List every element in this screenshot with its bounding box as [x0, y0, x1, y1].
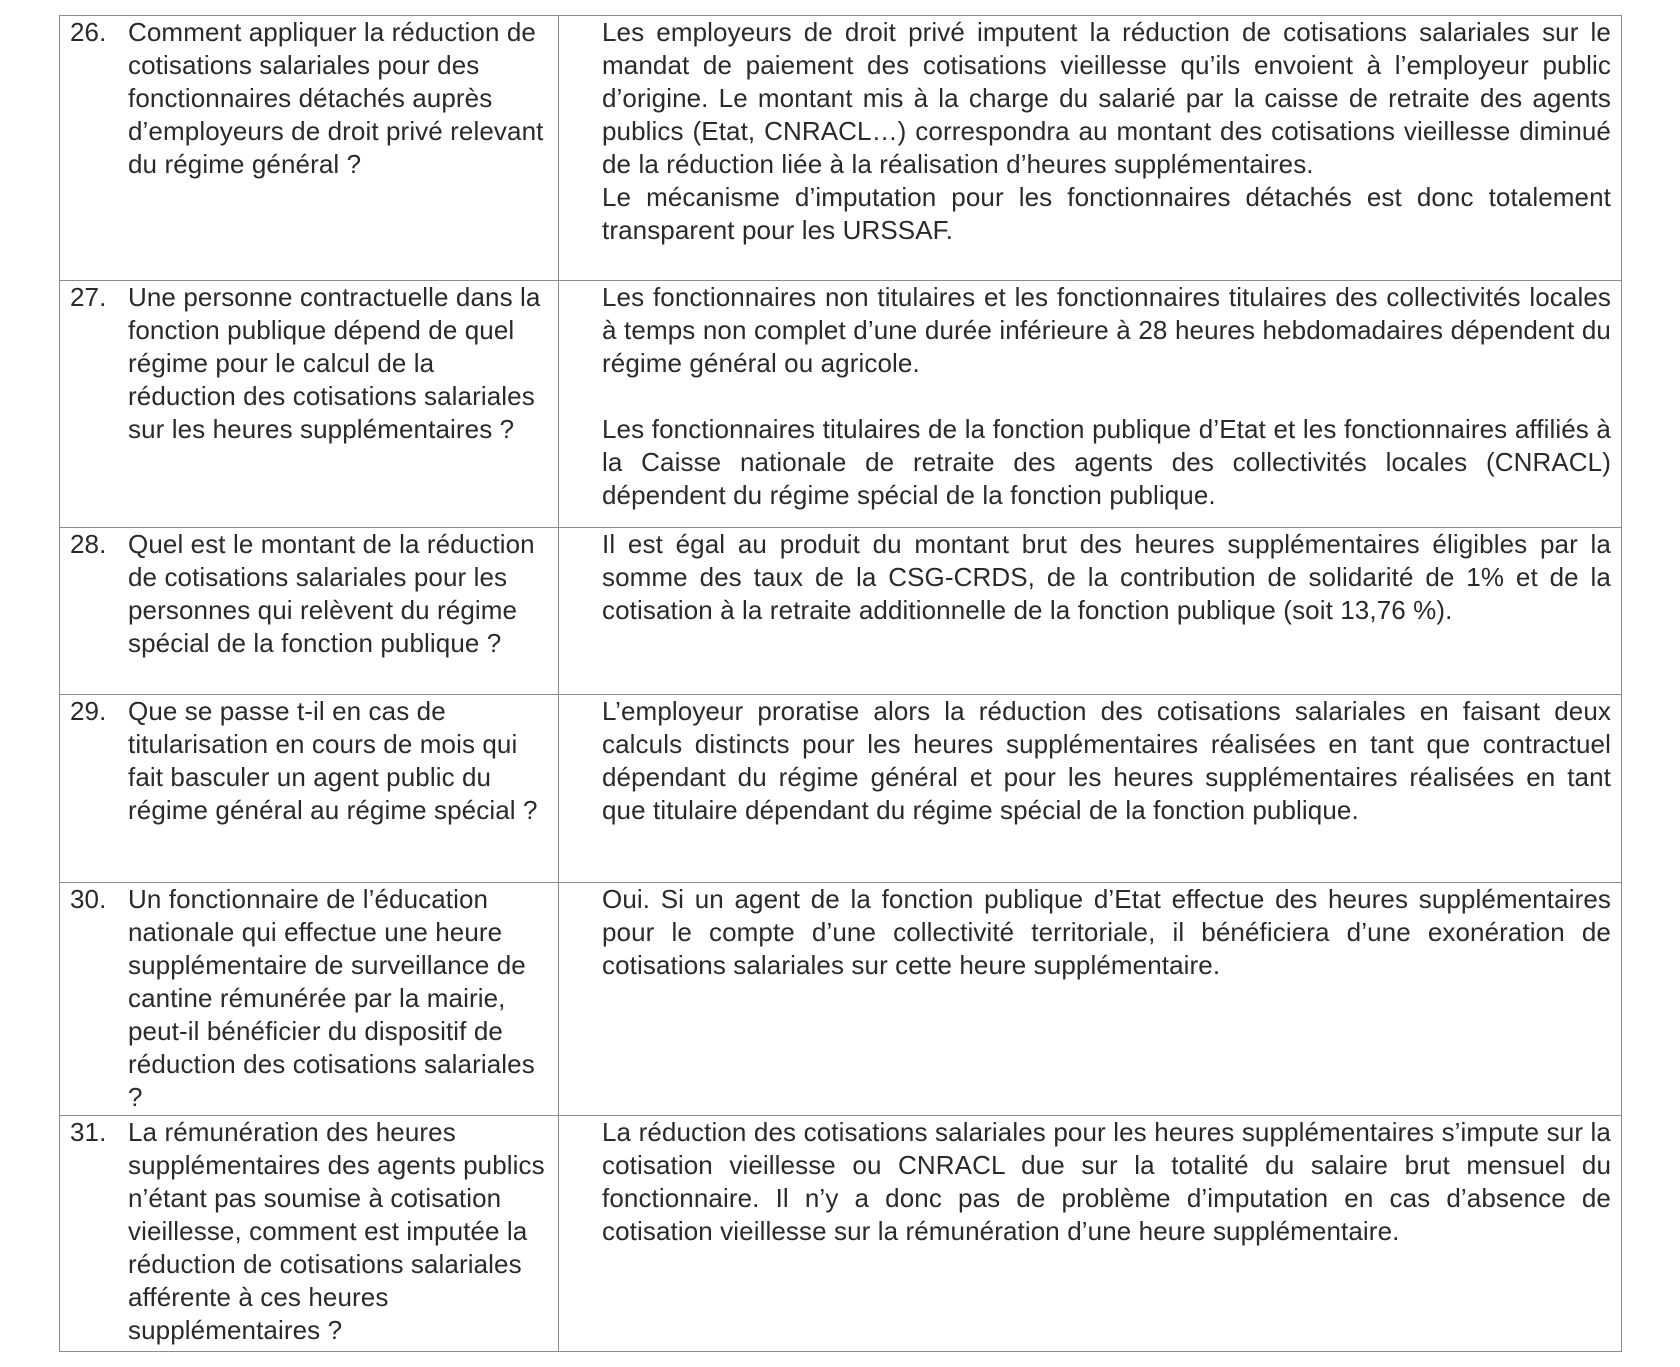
answer-paragraph: Oui. Si un agent de la fonction publique d’Etat effectue des heures supplémentaires pour le compte d’une collectivité territoriale, il bénéficiera d’une exonération de cotisations salariales sur cette heure supplémentaire. — [602, 884, 1611, 980]
faq-row-29 — [60, 695, 1622, 883]
faq-row-26 — [60, 16, 1622, 281]
answer-paragraph: L’employeur proratise alors la réduction des cotisations salariales en faisant deux calculs distincts pour les heures supplémentaires réalisées en tant que contractuel dépendant du régime général et pour les heures supplémentaires réalisées en tant que titulaire dépendant du régime spécial de la fonction publique. — [602, 696, 1611, 825]
answer-cell — [559, 16, 1622, 281]
faq-row-30 — [60, 883, 1622, 1116]
answer-paragraph: Les employeurs de droit privé imputent la réduction de cotisations salariales sur le mandat de paiement des cotisations vieillesse qu’ils envoient à l’employeur public d’origine. Le montant mis à la charge du salarié par la caisse de retraite des agents publics (Etat, CNRACL…) correspondra au montant des cotisations vieillesse diminué de la réduction liée à la réalisation d’heures supplémentaires. — [602, 17, 1611, 179]
answer-paragraph: Les fonctionnaires titulaires de la fonction publique d’Etat et les fonctionnaires affiliés à la Caisse nationale de retraite des agents des collectivités locales (CNRACL) dépendent du régime spécial de la fonction publique. — [602, 414, 1611, 510]
question-number: 27. — [70, 282, 107, 312]
question-text: Une personne contractuelle dans la fonction publique dépend de quel régime pour le calcul de la réduction des cotisations salariales sur les heures supplémentaires ? — [128, 282, 541, 444]
question-number: 29. — [70, 696, 107, 726]
answer-cell — [559, 281, 1622, 528]
question-text: Un fonctionnaire de l’éducation nationale qui effectue une heure supplémentaire de surveillance de cantine rémunérée par la mairie, peut-il bénéficier du dispositif de réduction des cotisations salariales ? — [128, 884, 535, 1112]
question-cell — [60, 16, 559, 281]
faq-table — [59, 15, 1622, 1352]
answer-paragraph: Le mécanisme d’imputation pour les fonctionnaires détachés est donc totalement transparent pour les URSSAF. — [602, 182, 1611, 245]
question-cell — [60, 883, 559, 1116]
question-number: 26. — [70, 17, 107, 47]
question-cell — [60, 281, 559, 528]
question-cell — [60, 528, 559, 695]
answer-cell — [559, 1116, 1622, 1352]
faq-row-27 — [60, 281, 1622, 528]
answer-paragraph: La réduction des cotisations salariales pour les heures supplémentaires s’impute sur la cotisation vieillesse ou CNRACL due sur la totalité du salaire brut mensuel du fonctionnaire. Il n’y a donc pas de problème d’imputation en cas d’absence de cotisation vieillesse sur la rémunération d’une heure supplémentaire. — [602, 1117, 1611, 1246]
answer-paragraph: Il est égal au produit du montant brut des heures supplémentaires éligibles par la somme des taux de la CSG-CRDS, de la contribution de solidarité de 1% et de la cotisation à la retraite additionnelle de la fonction publique (soit 13,76 %). — [602, 529, 1611, 625]
question-cell — [60, 1116, 559, 1352]
question-number: 31. — [70, 1117, 107, 1147]
answer-cell — [559, 528, 1622, 695]
question-text: La rémunération des heures supplémentaires des agents publics n’étant pas soumise à cotisation vieillesse, comment est imputée la réduction de cotisations salariales afférente à ces heures supplémentaires ? — [128, 1117, 545, 1345]
question-text: Que se passe t-il en cas de titularisation en cours de mois qui fait basculer un agent public du régime général au régime spécial ? — [128, 696, 538, 825]
faq-row-28 — [60, 528, 1622, 695]
answer-cell — [559, 883, 1622, 1116]
question-cell — [60, 695, 559, 883]
answer-cell — [559, 695, 1622, 883]
question-text: Comment appliquer la réduction de cotisations salariales pour des fonctionnaires détachés auprès d’employeurs de droit privé relevant du régime général ? — [128, 17, 544, 179]
faq-row-31 — [60, 1116, 1622, 1352]
question-number: 28. — [70, 529, 107, 559]
question-number: 30. — [70, 884, 107, 914]
question-text: Quel est le montant de la réduction de cotisations salariales pour les personnes qui relèvent du régime spécial de la fonction publique ? — [128, 529, 535, 658]
answer-paragraph: Les fonctionnaires non titulaires et les fonctionnaires titulaires des collectivités locales à temps non complet d’une durée inférieure à 28 heures hebdomadaires dépendent du régime général ou agricole. — [602, 282, 1611, 378]
